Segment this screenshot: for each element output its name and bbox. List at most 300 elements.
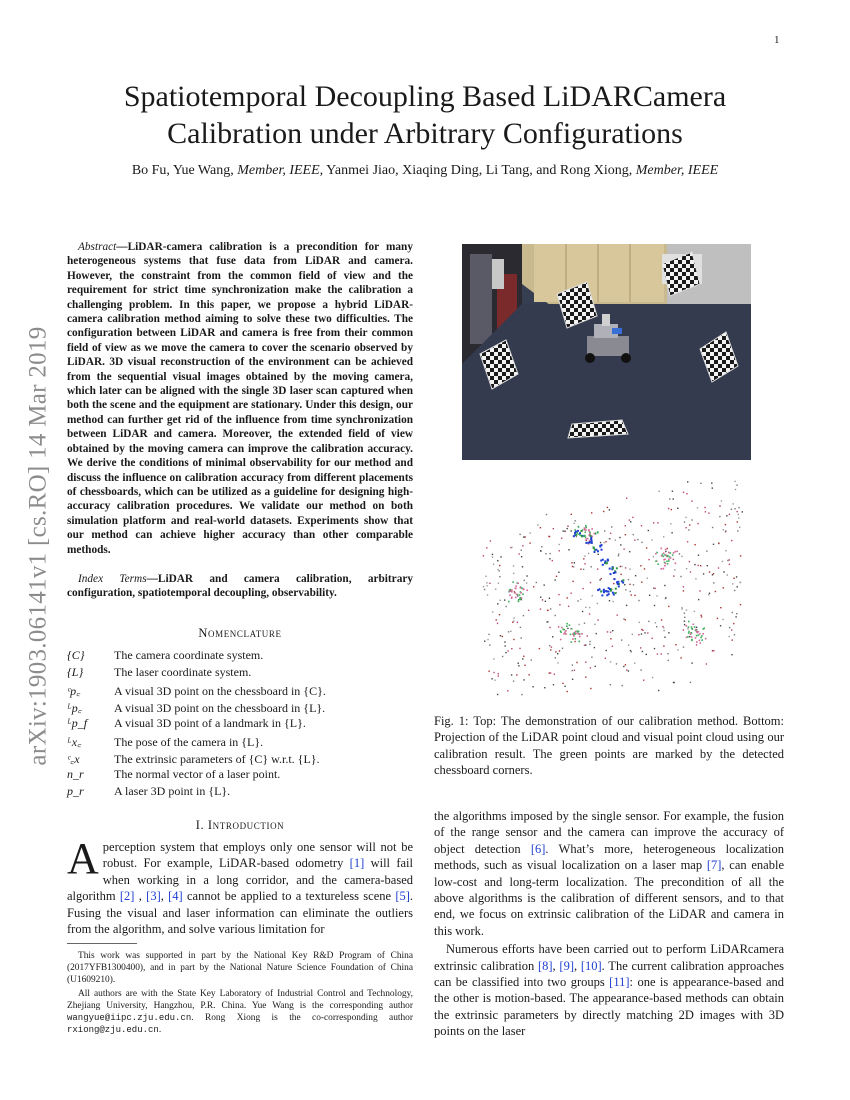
cloud-point — [588, 553, 589, 554]
nomenclature-item — [67, 784, 413, 801]
cloud-point — [585, 644, 586, 645]
cloud-point — [572, 581, 573, 582]
visual-point — [604, 560, 606, 562]
chessboard-point — [668, 560, 670, 562]
cloud-point — [523, 679, 524, 680]
cloud-point — [623, 666, 624, 667]
nomenclature-symbol: {L} — [67, 665, 84, 679]
chessboard-point — [695, 629, 697, 631]
cloud-point — [638, 600, 639, 601]
authors-text-2: Yanmei Jiao, Xiaqing Ding, Li Tang, and Rong Xiong, — [323, 163, 636, 178]
cloud-point — [700, 565, 701, 566]
cloud-point — [664, 585, 665, 586]
cloud-point — [737, 530, 738, 531]
cloud-point — [641, 633, 642, 634]
cloud-point — [486, 582, 487, 583]
cloud-point — [642, 651, 643, 652]
cloud-point — [625, 567, 626, 568]
cloud-point — [687, 481, 688, 482]
visual-point — [600, 591, 602, 593]
cloud-point — [626, 498, 627, 499]
visual-point — [600, 560, 602, 562]
cloud-point — [686, 568, 687, 569]
cloud-point — [549, 627, 550, 628]
affiliation-text: All authors are with the State Key Laboratory of Industrial Control and Technology, Zhejiang University, Hangzhou, P.R. China. Yue Wang is the corresponding author — [67, 989, 413, 1011]
cloud-point — [637, 539, 638, 540]
chessboard-point — [511, 597, 513, 599]
cloud-point — [734, 481, 735, 482]
cloud-point — [620, 544, 621, 545]
cloud-point — [675, 644, 676, 645]
arxiv-stamp — [12, 286, 66, 806]
cloud-point — [559, 604, 560, 605]
cloud-point — [591, 512, 592, 513]
cloud-point — [584, 623, 585, 624]
cloud-point — [729, 636, 730, 637]
cloud-point — [597, 568, 598, 569]
cloud-point — [524, 536, 525, 537]
cloud-point — [698, 565, 699, 566]
chessboard-point — [512, 581, 514, 583]
chessboard-point — [676, 551, 678, 553]
cloud-point — [626, 669, 627, 670]
cloud-point — [521, 637, 522, 638]
chessboard-point — [701, 635, 703, 637]
chessboard-point — [688, 631, 690, 633]
cloud-point — [723, 529, 724, 530]
cloud-point — [667, 548, 668, 549]
intro-text: , — [134, 889, 147, 904]
cloud-point — [520, 627, 521, 628]
cloud-point — [713, 544, 714, 545]
cloud-point — [625, 525, 626, 526]
cloud-point — [584, 563, 585, 564]
nomenclature-desc: The extrinsic parameters of {C} w.r.t. {L}. — [114, 752, 320, 766]
cloud-point — [511, 674, 512, 675]
cloud-point — [689, 561, 690, 562]
chessboard-point — [519, 594, 521, 596]
intro-text: perception system that employs only one sensor will not be robust. For example, LiDAR-based odometry — [102, 840, 413, 871]
visual-point — [622, 582, 624, 584]
chessboard-point — [581, 633, 583, 635]
cloud-point — [655, 622, 656, 623]
cloud-point — [497, 603, 498, 604]
chessboard-point — [577, 630, 579, 632]
cloud-point — [522, 658, 523, 659]
cloud-point — [594, 624, 595, 625]
cloud-point — [688, 529, 689, 530]
cloud-point — [672, 491, 673, 492]
chessboard-point — [521, 588, 523, 590]
cloud-point — [513, 639, 514, 640]
cloud-point — [733, 623, 734, 624]
cloud-point — [740, 582, 741, 583]
cloud-point — [732, 612, 733, 613]
citation-link[interactable]: [10] — [580, 958, 602, 973]
cloud-point — [500, 635, 501, 636]
cloud-point — [532, 686, 533, 687]
chessboard-point — [696, 635, 698, 637]
chessboard-point — [570, 634, 572, 636]
cloud-point — [731, 629, 732, 630]
visual-point — [612, 592, 614, 594]
cloud-point — [696, 641, 697, 642]
cloud-point — [651, 539, 652, 540]
cloud-point — [629, 551, 630, 552]
chessboard-point — [694, 626, 696, 628]
citation-link[interactable]: [11] — [609, 975, 630, 990]
cloud-point — [605, 658, 606, 659]
cloud-point — [542, 599, 543, 600]
chessboard-point — [523, 589, 525, 591]
visual-point — [579, 532, 581, 534]
cloud-point — [492, 611, 493, 612]
cloud-point — [572, 566, 573, 567]
cloud-point — [656, 626, 657, 627]
cloud-point — [580, 599, 581, 600]
cloud-point — [653, 587, 654, 588]
cloud-point — [500, 600, 501, 601]
cloud-point — [634, 595, 635, 596]
cloud-point — [729, 627, 730, 628]
cloud-point — [531, 659, 532, 660]
introduction-paragraph — [67, 834, 414, 937]
cloud-point — [610, 684, 611, 685]
chessboard-point — [668, 559, 670, 561]
visual-point — [590, 535, 592, 537]
cloud-point — [559, 550, 560, 551]
chessboard-point — [691, 626, 693, 628]
body-text: : one is appearance-based and the other is motion-based. The appearance-based methods can obtain the extrinsic parameters by directly matching 2D images with 3D points on the laser — [434, 975, 785, 1039]
cloud-point — [492, 556, 493, 557]
cloud-point — [524, 665, 525, 666]
citation-link[interactable]: [1] — [349, 856, 365, 871]
cloud-point — [514, 592, 515, 593]
chessboard-point — [661, 555, 663, 557]
cloud-point — [513, 680, 514, 681]
chessboard-point — [667, 563, 669, 565]
chessboard-point — [674, 551, 676, 553]
nomenclature-symbol: ᶜp꜀ — [67, 684, 81, 698]
visual-point — [575, 531, 577, 533]
chessboard-point — [561, 627, 563, 629]
visual-point — [606, 594, 608, 596]
cloud-point — [537, 524, 538, 525]
cloud-point — [731, 654, 732, 655]
chessboard-point — [666, 561, 668, 563]
chessboard-point — [701, 639, 703, 641]
cloud-point — [735, 489, 736, 490]
cloud-point — [735, 616, 736, 617]
cloud-point — [557, 653, 558, 654]
cloud-point — [718, 567, 719, 568]
visual-point — [588, 542, 590, 544]
chessboard-point — [511, 589, 513, 591]
cloud-point — [641, 629, 642, 630]
chessboard-point — [657, 563, 659, 565]
visual-point — [591, 542, 593, 544]
cloud-point — [656, 595, 657, 596]
cloud-point — [720, 607, 721, 608]
cloud-point — [634, 663, 635, 664]
cloud-point — [519, 648, 520, 649]
chessboard-point — [687, 636, 689, 638]
paper-title — [60, 78, 790, 152]
cloud-point — [499, 614, 500, 615]
cloud-point — [574, 641, 575, 642]
cloud-point — [513, 565, 514, 566]
chessboard-point — [585, 525, 587, 527]
cloud-point — [573, 566, 574, 567]
chessboard-point — [564, 632, 566, 634]
chessboard-point — [688, 621, 690, 623]
cloud-point — [671, 532, 672, 533]
cloud-point — [644, 568, 645, 569]
visual-point — [577, 530, 579, 532]
visual-point — [601, 594, 603, 596]
visual-point — [615, 571, 617, 573]
visual-point — [608, 591, 610, 593]
cloud-point — [668, 632, 669, 633]
cloud-point — [670, 523, 671, 524]
chessboard-point — [520, 592, 522, 594]
chessboard-point — [522, 594, 524, 596]
cloud-point — [612, 646, 613, 647]
cloud-point — [546, 514, 547, 515]
cloud-point — [612, 630, 613, 631]
cloud-point — [564, 530, 565, 531]
nomenclature-item — [67, 716, 413, 733]
cloud-point — [610, 533, 611, 534]
body-text: , can enable low-cost and long-term localization. The precondition of all the above algorithms is the calibration of different sensors, and to that end, we focus on extrinsic calibration of the LiDAR and camera in this work. — [434, 858, 784, 938]
cloud-point — [563, 530, 564, 531]
cloud-point — [734, 590, 735, 591]
chessboard-point — [565, 630, 567, 632]
chessboard-point — [700, 637, 702, 639]
cloud-point — [707, 565, 708, 566]
cloud-point — [633, 584, 634, 585]
chessboard-point — [691, 628, 693, 630]
chessboard-point — [579, 636, 581, 638]
cloud-point — [709, 571, 710, 572]
cloud-point — [673, 682, 674, 683]
visual-point — [610, 573, 612, 575]
chessboard-point — [573, 635, 575, 637]
funding-footnote: This work was supported in part by the National Key R&D Program of China (2017YFB1300400), and in part by the National Nature Science Foundation of China (U1609210). — [67, 951, 413, 985]
cloud-point — [570, 593, 571, 594]
cloud-point — [582, 588, 583, 589]
chessboard-point — [520, 599, 522, 601]
cloud-point — [679, 553, 680, 554]
cloud-point — [508, 631, 509, 632]
cloud-point — [613, 583, 614, 584]
cloud-point — [545, 601, 546, 602]
cloud-point — [523, 536, 524, 537]
chessboard-point — [663, 552, 665, 554]
cloud-point — [559, 650, 560, 651]
cloud-point — [511, 547, 512, 548]
cloud-point — [517, 622, 518, 623]
chessboard-point — [585, 527, 587, 529]
cloud-point — [592, 595, 593, 596]
cloud-point — [731, 540, 732, 541]
member-title-2: Member, IEEE — [635, 163, 719, 178]
cloud-point — [491, 678, 492, 679]
cloud-point — [500, 556, 501, 557]
cloud-point — [591, 657, 592, 658]
chessboard-point — [591, 528, 593, 530]
cloud-point — [610, 661, 611, 662]
cloud-point — [521, 694, 522, 695]
chessboard-point — [675, 563, 677, 565]
chessboard-point — [595, 532, 597, 534]
cloud-point — [504, 599, 505, 600]
cloud-point — [526, 575, 527, 576]
cloud-point — [565, 633, 566, 634]
cloud-point — [591, 566, 592, 567]
chessboard-point — [666, 555, 668, 557]
citation-link[interactable]: [7] — [706, 858, 722, 873]
cloud-point — [498, 583, 499, 584]
cloud-point — [507, 650, 508, 651]
cloud-point — [661, 653, 662, 654]
paragraph — [434, 941, 784, 1039]
cloud-point — [726, 515, 727, 516]
citation-link[interactable]: [9] — [559, 958, 574, 973]
cloud-point — [607, 507, 608, 508]
cloud-point — [713, 650, 714, 651]
cloud-point — [489, 583, 490, 584]
citation-link[interactable]: [6] — [530, 841, 546, 856]
cloud-point — [734, 634, 735, 635]
cloud-point — [632, 634, 633, 635]
cloud-point — [604, 542, 605, 543]
cloud-point — [578, 624, 579, 625]
citation-link[interactable]: [2] — [119, 889, 135, 904]
cloud-point — [657, 653, 658, 654]
visual-point — [615, 588, 617, 590]
cloud-point — [719, 505, 720, 506]
cloud-point — [708, 594, 709, 595]
chessboard-point — [575, 631, 577, 633]
cloud-point — [706, 663, 707, 664]
cloud-point — [544, 687, 545, 688]
visual-point — [595, 549, 597, 551]
citation-link[interactable]: [8] — [537, 958, 553, 973]
visual-point — [599, 545, 601, 547]
cloud-point — [550, 649, 551, 650]
cloud-point — [567, 691, 568, 692]
cloud-point — [722, 619, 723, 620]
cloud-point — [494, 680, 495, 681]
visual-point — [576, 534, 578, 536]
cloud-point — [658, 690, 659, 691]
cloud-point — [540, 608, 541, 609]
visual-point — [617, 583, 619, 585]
chessboard-point — [578, 526, 580, 528]
chessboard-point — [686, 637, 688, 639]
chessboard-point — [693, 624, 695, 626]
chessboard-point — [584, 527, 586, 529]
cloud-point — [671, 509, 672, 510]
chessboard-point — [586, 538, 588, 540]
cloud-point — [639, 622, 640, 623]
cloud-point — [733, 503, 734, 504]
citation-link[interactable]: [4] — [168, 889, 183, 904]
cloud-point — [669, 498, 670, 499]
chessboard-point — [578, 641, 580, 643]
cloud-point — [513, 621, 514, 622]
cloud-point — [683, 646, 684, 647]
citation-link[interactable]: [5] — [395, 889, 410, 904]
intro-text: , — [160, 889, 169, 904]
abstract — [67, 240, 413, 557]
nomenclature-desc: A visual 3D point on the chessboard in {L}. — [114, 701, 326, 715]
cloud-point — [668, 660, 669, 661]
intro-text: . Fusing the visual and laser information can eliminate the outliers from the algorithm, and solve various limitation for — [67, 889, 414, 937]
visual-point — [603, 590, 605, 592]
chessboard-point — [515, 588, 517, 590]
cloud-point — [513, 573, 514, 574]
cloud-point — [488, 671, 489, 672]
cloud-point — [540, 527, 541, 528]
footnote-divider — [67, 943, 137, 944]
cloud-point — [493, 658, 494, 659]
chessboard-point — [691, 640, 693, 642]
chessboard-point — [663, 568, 665, 570]
cloud-point — [506, 606, 507, 607]
cloud-point — [701, 615, 702, 616]
citation-link[interactable]: [3] — [146, 889, 161, 904]
cloud-point — [616, 663, 617, 664]
cloud-point — [488, 634, 489, 635]
cloud-point — [631, 594, 632, 595]
email-link[interactable]: wangyue@iipc.zju.edu.cn — [67, 1013, 192, 1023]
cloud-point — [496, 619, 497, 620]
cloud-point — [596, 633, 597, 634]
cloud-point — [519, 553, 520, 554]
cloud-point — [681, 608, 682, 609]
intro-text: cannot be applied to a textureless scene — [182, 889, 396, 904]
cloud-point — [727, 560, 728, 561]
cloud-point — [558, 594, 559, 595]
cloud-point — [562, 683, 563, 684]
chessboard-point — [702, 633, 704, 635]
cloud-point — [550, 553, 551, 554]
cloud-point — [684, 617, 685, 618]
cloud-point — [524, 580, 525, 581]
chessboard-point — [566, 625, 568, 627]
cloud-point — [697, 507, 698, 508]
cloud-point — [695, 578, 696, 579]
drop-cap: A — [67, 834, 99, 883]
nomenclature-desc: A visual 3D point on the chessboard in {C}. — [114, 684, 326, 698]
cloud-point — [568, 549, 569, 550]
cloud-point — [598, 554, 599, 555]
cloud-point — [561, 538, 562, 539]
cloud-point — [742, 511, 743, 512]
cloud-point — [628, 579, 629, 580]
cloud-point — [540, 550, 541, 551]
nomenclature-item — [67, 682, 413, 699]
nomenclature-item — [67, 648, 413, 665]
cloud-point — [572, 670, 573, 671]
cloud-point — [733, 578, 734, 579]
email-link[interactable]: rxiong@zju.edu.cn — [67, 1025, 159, 1035]
cloud-point — [523, 615, 524, 616]
cloud-point — [623, 549, 624, 550]
cloud-point — [603, 511, 604, 512]
